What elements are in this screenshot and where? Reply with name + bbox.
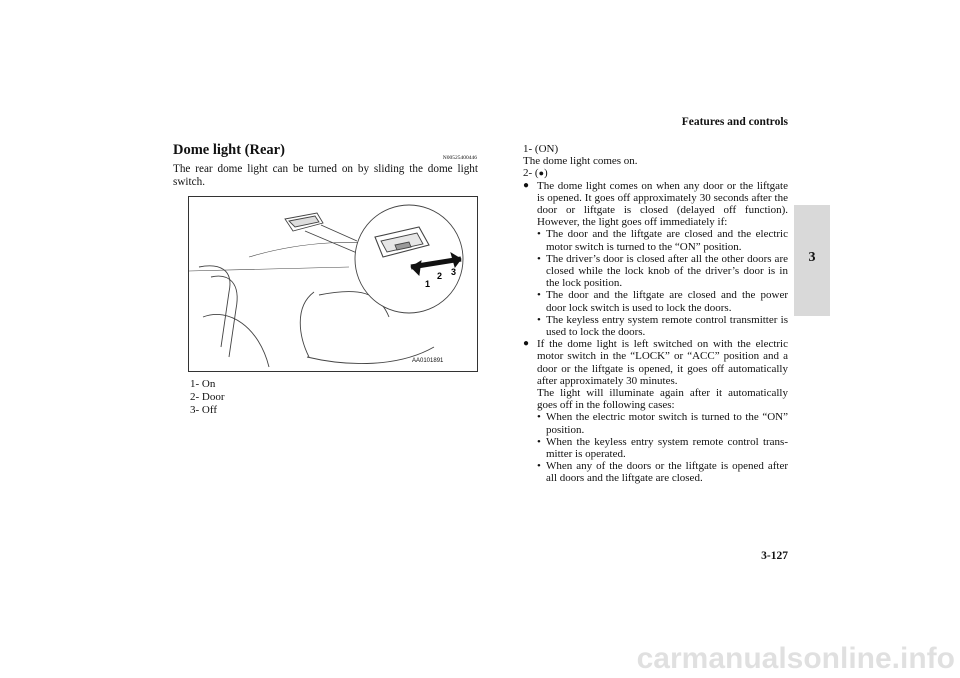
sub-item: • The keyless entry system remote control transmitter is used to lock the doors. (537, 313, 788, 338)
bullet-text: The dome light comes on when any door or the liftgate is opened. It goes off approximately 30 seconds after the door or liftgate is closed (delayed off function). However, the light goes off immediately if: (537, 179, 788, 229)
page-number: 3-127 (761, 550, 788, 562)
dome-light-illustration (188, 196, 478, 372)
position-2-heading: 2- (●) (523, 167, 548, 180)
right-column (523, 143, 788, 485)
legend-item: 1- On (190, 378, 216, 390)
chapter-tab (794, 205, 830, 316)
section-title: Dome light (Rear) (173, 142, 285, 158)
bullet-item-delayed-off (523, 180, 788, 339)
chapter-number: 3 (808, 250, 816, 265)
bullet-item-auto-off (523, 338, 788, 484)
callout-3: 3 (451, 267, 457, 277)
sub-item: • When the electric motor switch is turned to the “ON” position. (537, 411, 788, 436)
position-1-text: The dome light comes on. (523, 155, 638, 168)
sub-item: • When the keyless entry system remote control trans-mitter is operated. (537, 435, 788, 461)
bullet-icon: ● (523, 179, 530, 191)
sub-item: • The door and the liftgate are closed and the power door lock switch is used to lock the doors. (537, 289, 788, 314)
watermark: carmanualsonline.info (636, 642, 955, 675)
seat-outline-center (300, 292, 314, 357)
figure-code: AA0101891 (412, 358, 444, 364)
running-header: Features and controls (681, 116, 788, 128)
bullet-text-continued: The light will illuminate again after it automatically goes off in the following cases: (537, 387, 788, 412)
bullet-icon: ● (523, 338, 530, 350)
sub-item: • The driver’s door is closed after all the other doors are closed while the lock knob of the driver’s door is in the lock position. (537, 252, 788, 290)
sub-item: • The door and the liftgate are closed and the electric motor switch is turned to the “ON” position. (537, 228, 788, 253)
seat-outline-left (199, 266, 230, 347)
bullet-text: If the dome light is left switched on with the electric motor switch in the “LOCK” or “ACC” position and a door or the liftgate is opened, it goes off automatically after approximately 30 minutes. (537, 338, 788, 387)
callout-1: 1 (425, 279, 431, 289)
legend-item: 2- Door (190, 391, 225, 403)
sub-item: • When any of the doors or the liftgate is opened after all doors and the liftgate are closed. (537, 460, 788, 485)
section-intro: The rear dome light can be turned on by sliding the dome light switch. (173, 163, 478, 188)
legend-item: 3- Off (190, 404, 217, 416)
callout-2: 2 (437, 271, 443, 281)
section-code: N00525400446 (442, 155, 477, 161)
position-1-heading: 1- (ON) (523, 143, 559, 155)
figure-legend (190, 378, 225, 417)
filled-circle-icon: ● (538, 168, 545, 179)
